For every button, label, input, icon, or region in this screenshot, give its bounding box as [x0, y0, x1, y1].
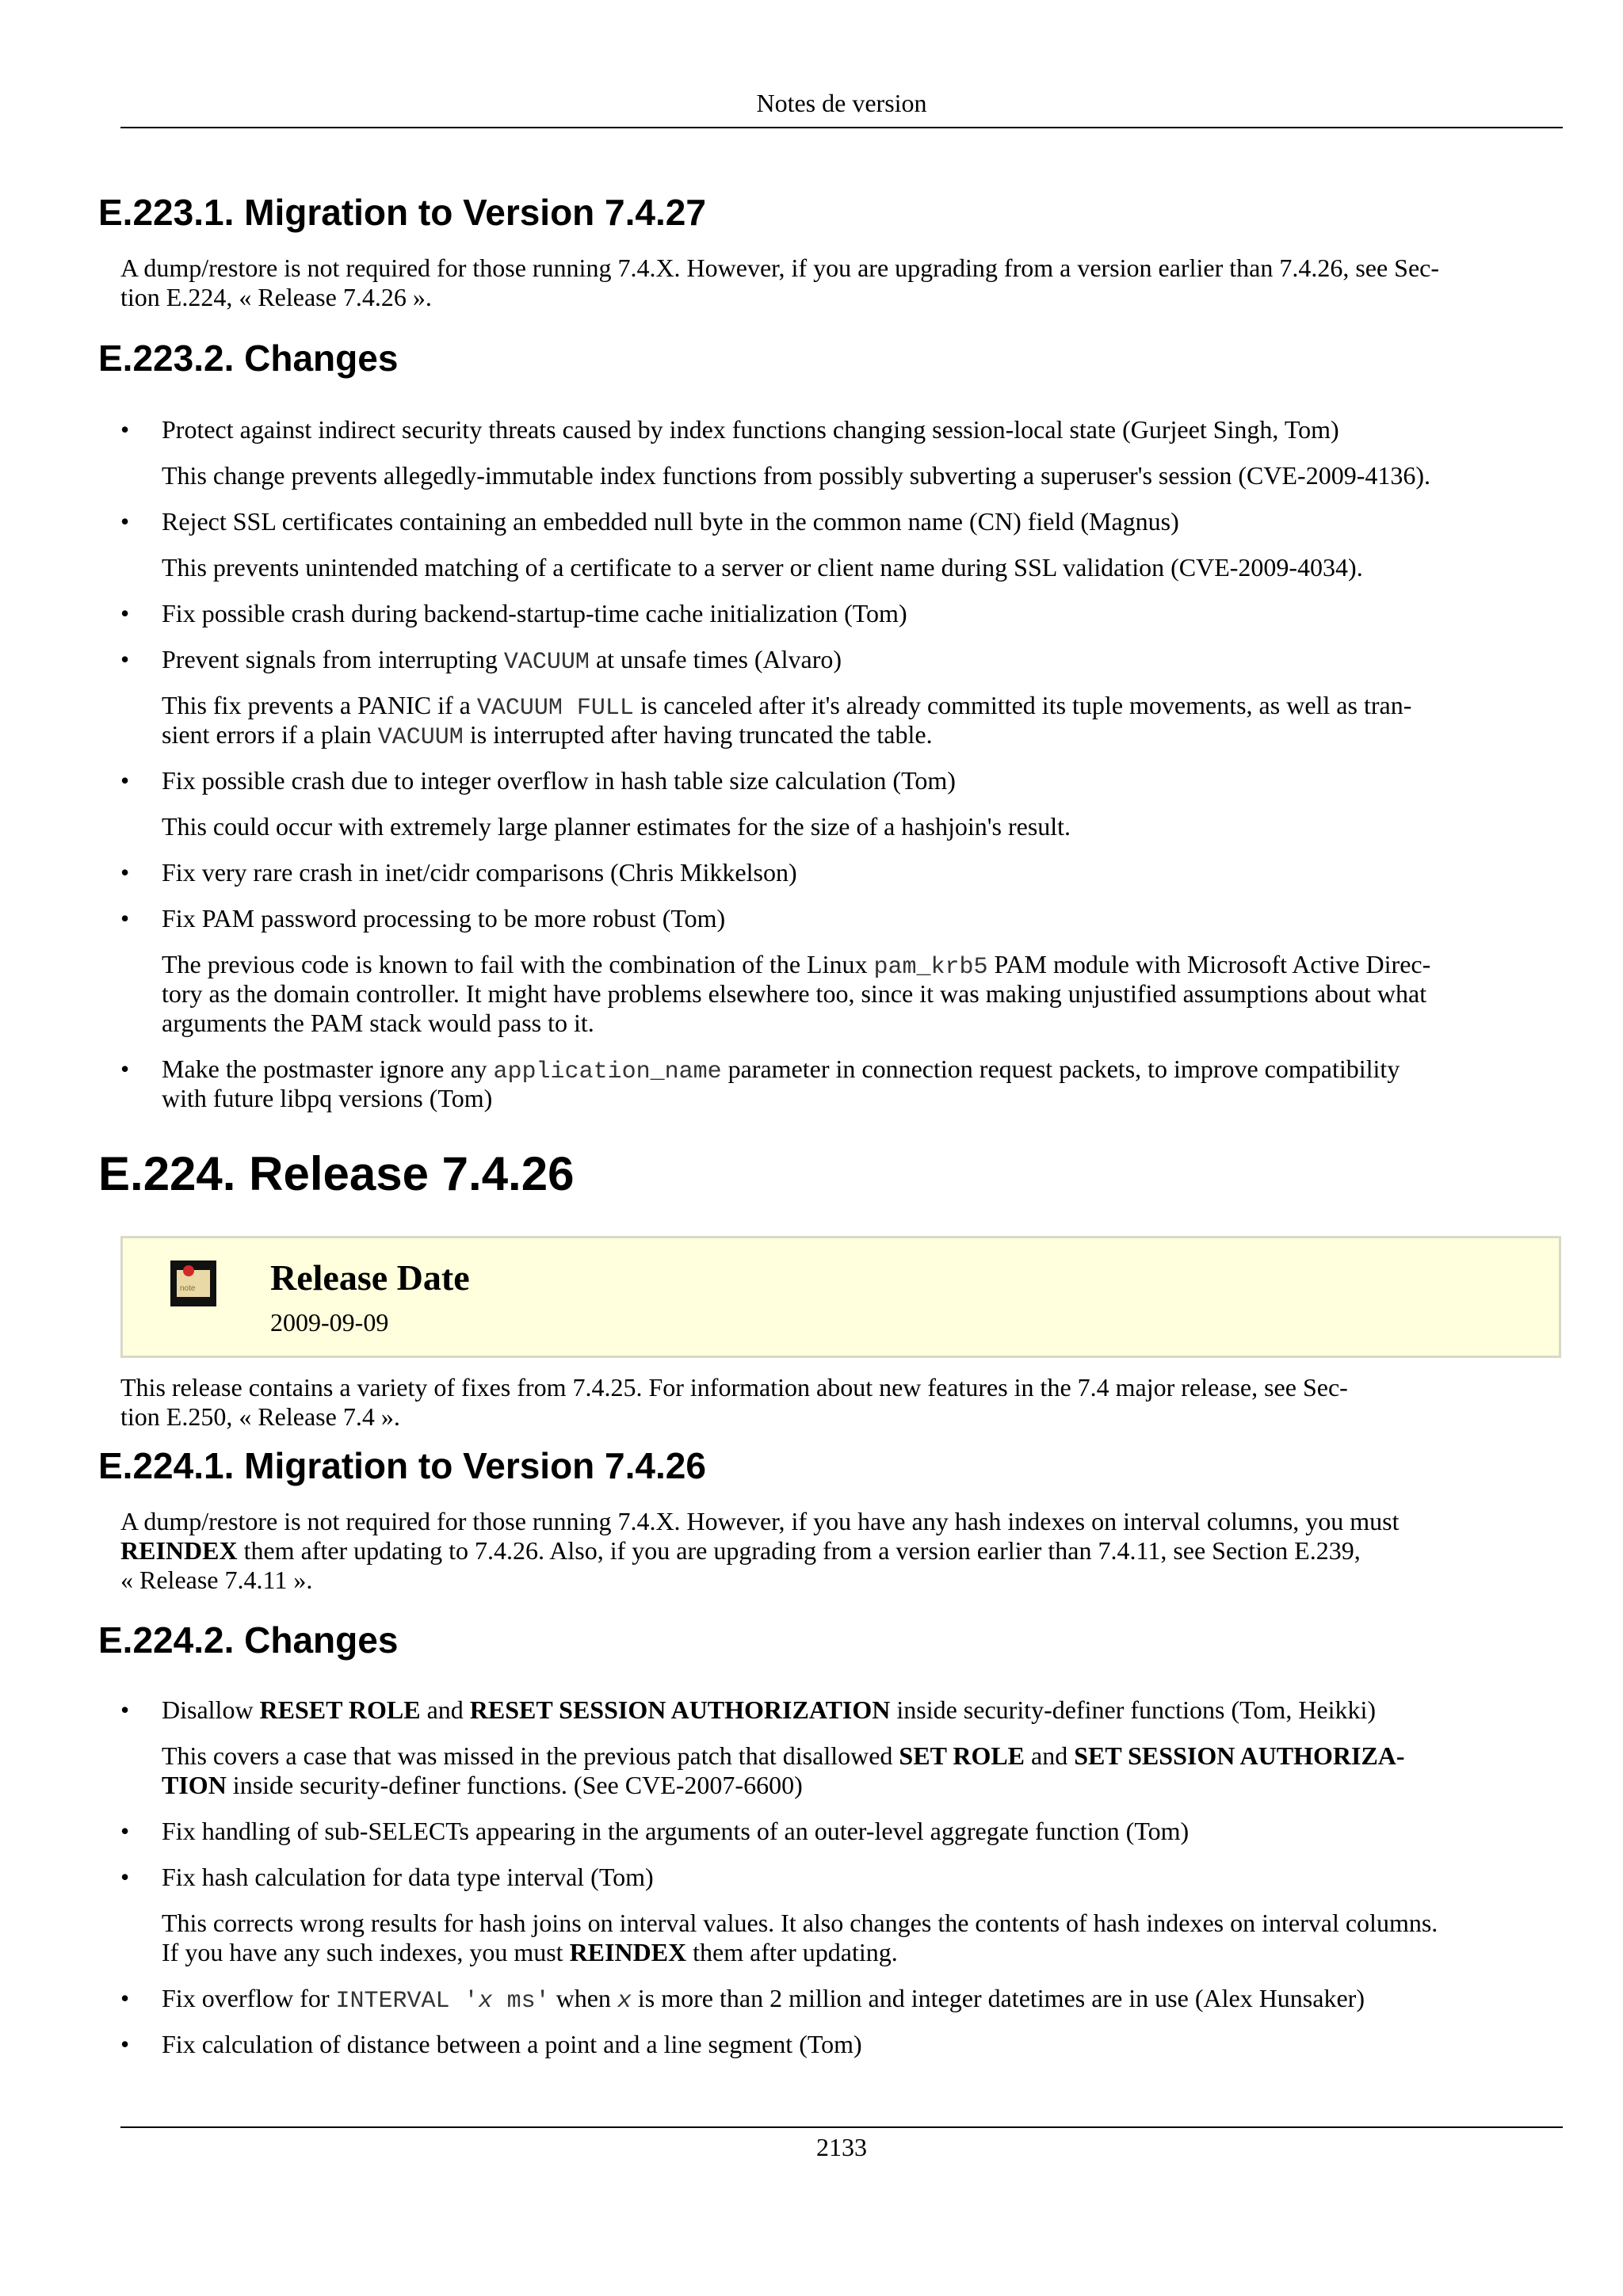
- bullet-mark: •: [120, 1695, 130, 1724]
- note-title: Release Date: [270, 1257, 470, 1298]
- command-reset-session-authorization: RESET SESSION AUTHORIZATION: [469, 1695, 891, 1724]
- list-item-text: [162, 1055, 1563, 1087]
- paragraph-line: [120, 1536, 1563, 1566]
- list-item: [120, 507, 1563, 536]
- list-item: [120, 599, 1563, 628]
- variable-x: x: [617, 1988, 632, 2015]
- list-item-text: Fix very rare crash in inet/cidr comparisons (Chris Mikkelson): [162, 858, 797, 887]
- list-item-text: Reject SSL certificates containing an embedded null byte in the common name (CN) field (Magnus): [162, 507, 1179, 536]
- text-run: them after updating to 7.4.26. Also, if you are upgrading from a version earlier than 7.4.11, see Section E.239,: [237, 1536, 1361, 1565]
- text-run: PAM module with Microsoft Active Direc-: [987, 950, 1431, 978]
- list-item-detail: tory as the domain controller. It might have problems elsewhere too, since it was making unjustified assumptions about what: [162, 979, 1427, 1008]
- bullet-mark: •: [120, 904, 130, 933]
- list-item: [120, 904, 1563, 933]
- text-run: is canceled after it's already committed its tuple movements, as well as tran-: [633, 691, 1412, 719]
- text-run: is more than 2 million and integer datetimes are in use (Alex Hunsaker): [631, 1984, 1365, 2012]
- text-run: This fix prevents a PANIC if a: [162, 691, 477, 719]
- list-item-text-continued: with future libpq versions (Tom): [162, 1084, 493, 1112]
- bullet-mark: •: [120, 766, 130, 795]
- code-application-name: application_name: [493, 1058, 722, 1085]
- text-run: inside security-definer functions (Tom, Heikki): [890, 1695, 1377, 1724]
- command-set-session-authorization: SET SESSION AUTHORIZA-: [1074, 1741, 1405, 1770]
- list-item-detail: [162, 1771, 1563, 1800]
- text-run: Fix overflow for: [162, 1984, 336, 2012]
- text-run: is interrupted after having truncated the table.: [463, 720, 933, 749]
- bullet-mark: •: [120, 507, 130, 536]
- text-run: If you have any such indexes, you must: [162, 1938, 570, 1966]
- list-item-detail: This corrects wrong results for hash joins on interval values. It also changes the contents of hash indexes on interval columns.: [162, 1909, 1438, 1937]
- list-item: [120, 415, 1563, 444]
- release-date-note: [120, 1236, 1561, 1358]
- text-run: Make the postmaster ignore any: [162, 1055, 494, 1083]
- list-item-text: Fix possible crash due to integer overflow in hash table size calculation (Tom): [162, 766, 956, 795]
- command-set-session-authorization-end: TION: [162, 1771, 227, 1799]
- list-item-text: Fix calculation of distance between a point and a line segment (Tom): [162, 2030, 862, 2058]
- code-interval: [336, 1988, 550, 2015]
- list-item: [120, 1863, 1563, 1892]
- list-item-text: Fix handling of sub-SELECTs appearing in the arguments of an outer-level aggregate function (Tom): [162, 1817, 1190, 1845]
- command-reset-role: RESET ROLE: [259, 1695, 421, 1724]
- header-rule: [120, 127, 1563, 128]
- text-run: them after updating.: [686, 1938, 898, 1966]
- bullet-mark: •: [120, 2030, 130, 2058]
- text-run: parameter in connection request packets, to improve compatibility: [721, 1055, 1400, 1083]
- text-run: The previous code is known to fail with the combination of the Linux: [162, 950, 874, 978]
- bullet-mark: •: [120, 1984, 130, 2012]
- command-set-role: SET ROLE: [899, 1741, 1025, 1770]
- list-item: [120, 1984, 1563, 2016]
- command-reindex: REINDEX: [120, 1536, 238, 1565]
- code-vacuum-full: VACUUM FULL: [476, 695, 634, 722]
- bullet-mark: •: [120, 858, 130, 887]
- list-item-text: Fix possible crash during backend-startup-time cache initialization (Tom): [162, 599, 907, 627]
- list-item: [120, 766, 1563, 795]
- bullet-mark: •: [120, 645, 130, 673]
- note-icon-label: note: [180, 1284, 196, 1293]
- paragraph-line: tion E.224, « Release 7.4.26 ».: [120, 283, 432, 311]
- code-pam-krb5: pam_krb5: [873, 954, 988, 981]
- list-item-detail: arguments the PAM stack would pass to it.: [162, 1009, 594, 1037]
- list-item-text: [162, 1695, 1563, 1725]
- list-item: [120, 1817, 1563, 1846]
- list-item: [120, 858, 1563, 887]
- note-icon: [170, 1261, 216, 1306]
- text-run: Disallow: [162, 1695, 260, 1724]
- paragraph-line: « Release 7.4.11 ».: [120, 1566, 313, 1594]
- paragraph-line: This release contains a variety of fixes from 7.4.25. For information about new features in the 7.4 major release, see Sec-: [120, 1373, 1348, 1402]
- pushpin-shape: [183, 1265, 194, 1276]
- section-heading-migration-7-4-26: E.224.1. Migration to Version 7.4.26: [98, 1445, 706, 1486]
- section-heading-release-7-4-26: E.224. Release 7.4.26: [98, 1147, 575, 1200]
- text-run: and: [1025, 1741, 1075, 1770]
- command-reindex: REINDEX: [569, 1938, 687, 1966]
- paragraph-line: A dump/restore is not required for those running 7.4.X. However, if you have any hash indexes on interval columns, you must: [120, 1507, 1400, 1535]
- paragraph-line: A dump/restore is not required for those running 7.4.X. However, if you are upgrading from a version earlier than 7.4.26, see Sec-: [120, 254, 1440, 282]
- bullet-mark: •: [120, 415, 130, 444]
- page-number: 2133: [816, 2133, 867, 2161]
- list-item-text: Protect against indirect security threats caused by index functions changing session-local state (Gurjeet Singh, Tom): [162, 415, 1339, 444]
- list-item-detail: This change prevents allegedly-immutable index functions from possibly subverting a superuser's session (CVE-2009-4136).: [162, 461, 1430, 490]
- code-run: INTERVAL ': [335, 1988, 479, 2015]
- code-vacuum: VACUUM: [503, 649, 590, 676]
- section-heading-changes-7-4-27: E.223.2. Changes: [98, 338, 399, 379]
- code-variable: x: [478, 1988, 493, 2015]
- bullet-mark: •: [120, 1817, 130, 1845]
- list-item-detail: This prevents unintended matching of a certificate to a server or client name during SSL validation (CVE-2009-4034).: [162, 553, 1363, 582]
- list-item: [120, 2030, 1563, 2059]
- bullet-mark: •: [120, 1863, 130, 1891]
- text-run: sient errors if a plain: [162, 720, 378, 749]
- running-header: Notes de version: [756, 89, 927, 117]
- list-item-detail: [162, 1938, 1563, 1967]
- list-item-text: Fix hash calculation for data type interval (Tom): [162, 1863, 654, 1891]
- section-heading-migration-7-4-27: E.223.1. Migration to Version 7.4.27: [98, 192, 706, 233]
- release-date-value: 2009-09-09: [270, 1308, 389, 1337]
- list-item-text: [162, 645, 1563, 677]
- paragraph-line: tion E.250, « Release 7.4 ».: [120, 1402, 400, 1431]
- section-heading-changes-7-4-26: E.224.2. Changes: [98, 1619, 399, 1661]
- footer-rule: [120, 2126, 1563, 2128]
- text-run: inside security-definer functions. (See CVE-2007-6600): [226, 1771, 803, 1799]
- bullet-mark: •: [120, 599, 130, 627]
- list-item-detail: [162, 691, 1563, 723]
- text-run: and: [420, 1695, 470, 1724]
- list-item-detail: This could occur with extremely large planner estimates for the size of a hashjoin's result.: [162, 812, 1071, 841]
- text-run: This covers a case that was missed in the previous patch that disallowed: [162, 1741, 899, 1770]
- list-item-detail: [162, 950, 1563, 982]
- list-item-detail: [162, 720, 1563, 753]
- text-run: at unsafe times (Alvaro): [589, 645, 842, 673]
- code-vacuum: VACUUM: [377, 724, 464, 751]
- list-item-text: Fix PAM password processing to be more robust (Tom): [162, 904, 726, 933]
- list-item-detail: [162, 1741, 1563, 1771]
- bullet-mark: •: [120, 1055, 130, 1083]
- text-run: when: [549, 1984, 617, 2012]
- list-item: [120, 645, 1563, 677]
- code-run: ms': [492, 1988, 550, 2015]
- list-item-text: [162, 1984, 1563, 2016]
- list-item: [120, 1695, 1563, 1725]
- list-item: [120, 1055, 1563, 1087]
- text-run: Prevent signals from interrupting: [162, 645, 504, 673]
